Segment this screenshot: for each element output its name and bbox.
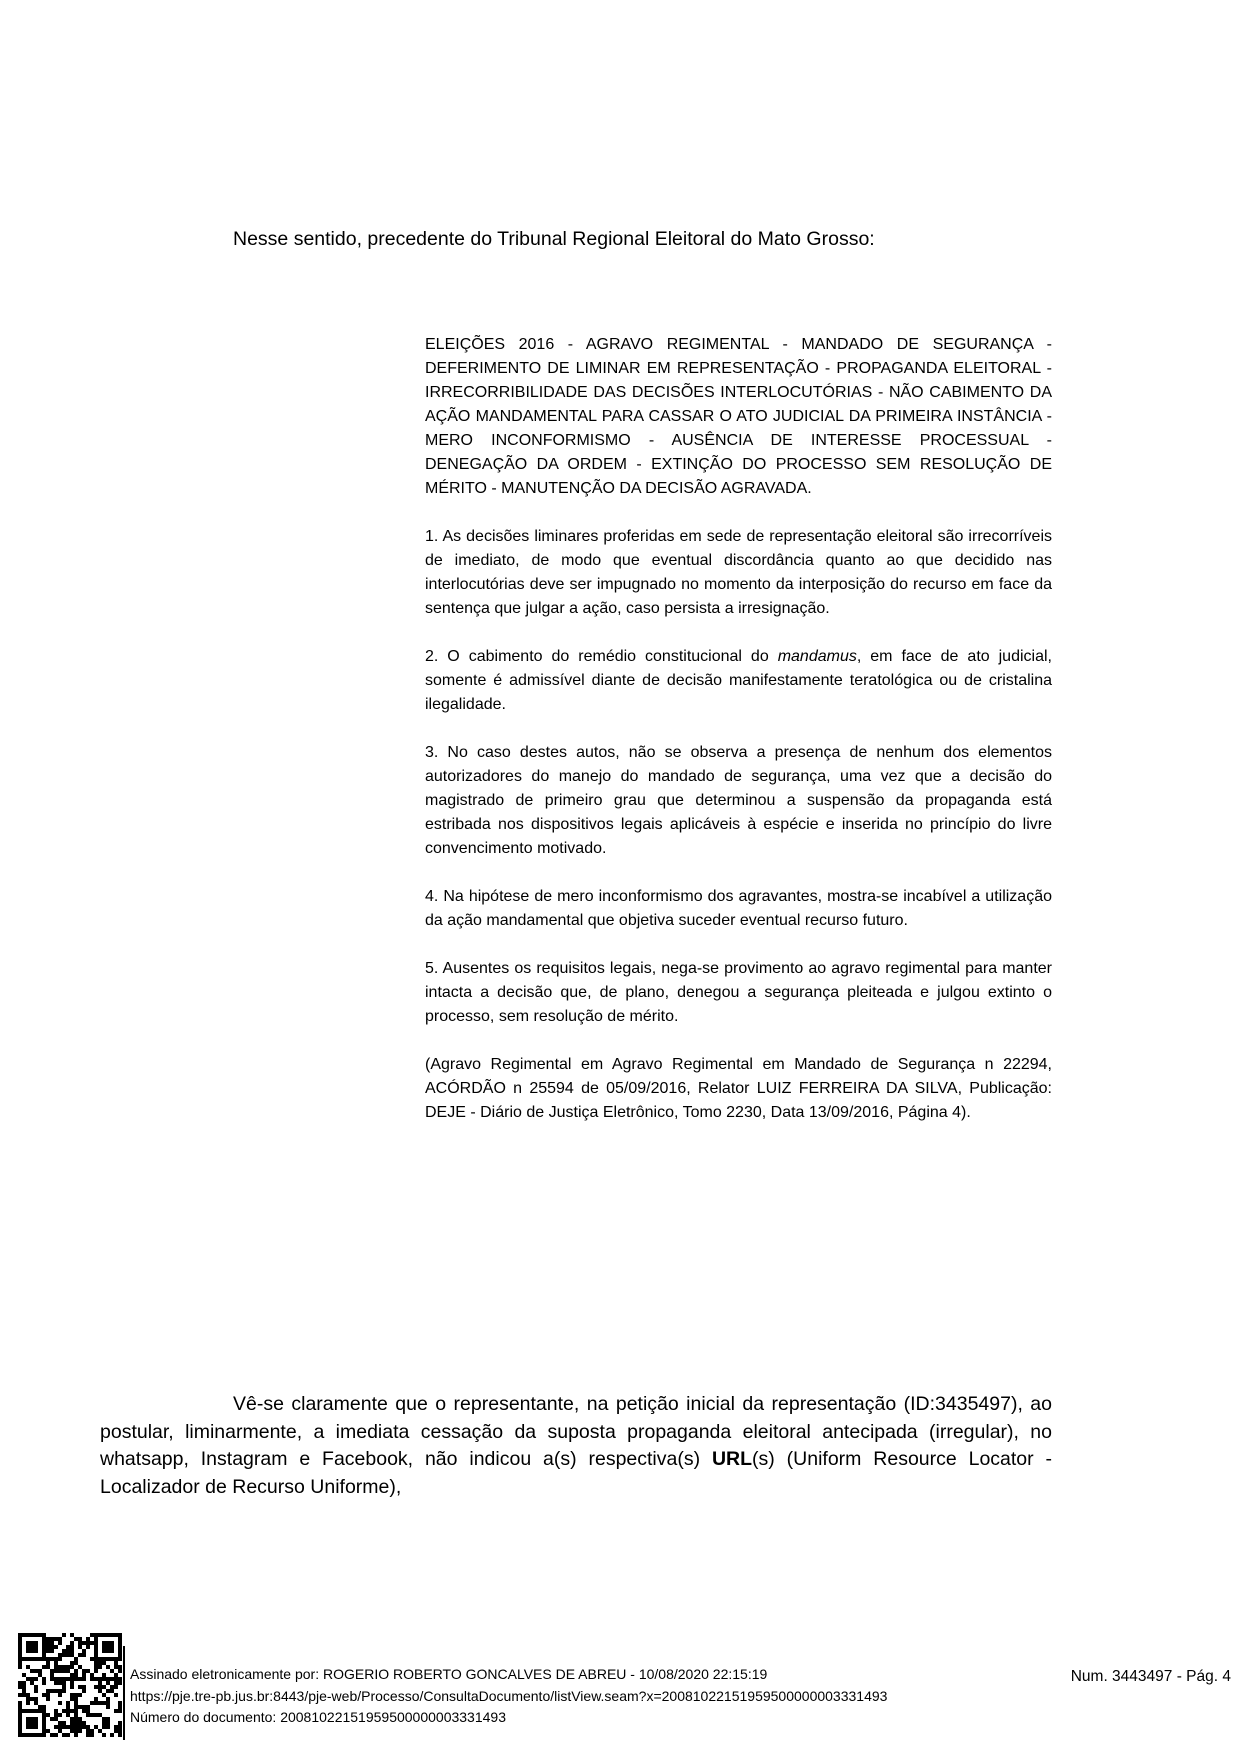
blockquote [425,333,1052,1149]
closing-paragraph-pre: Vê-se claramente que o representante, na petição inicial da representação (ID:3435497), ao postular, liminarmente, a imediata cessação da suposta propaganda eleitoral antecipada (irregular), no whatsapp, Instagram e Facebook, não indicou a(s) respectiva(s) [100,1393,1052,1470]
page-number: Num. 3443497 - Pág. 4 [1070,1668,1231,1685]
quote-paragraph-1: 1. As decisões liminares proferidas em sede de representação eleitoral são irrecorríveis de imediato, de modo que eventual discordância quanto ao que decidido nas interlocutórias deve ser impugnado no momento da interposição do recurso em face da sentença que julgar a ação, caso persista a irresignação. [425,528,1052,617]
closing-paragraph-bold-term: URL [711,1448,753,1470]
quote-paragraph-2 [425,645,1052,717]
quote-paragraph-5: 5. Ausentes os requisitos legais, nega-se provimento ao agravo regimental para manter intacta a decisão que, de plano, denegou a segurança pleiteada e julgou extinto o processo, sem resolução de mérito. [425,960,1052,1025]
signed-by-line: Assinado eletronicamente por: ROGERIO ROBERTO GONCALVES DE ABREU - 10/08/2020 22:15:19 [130,1666,768,1682]
intro-paragraph: Nesse sentido, precedente do Tribunal Regional Eleitoral do Mato Grosso: [233,228,875,250]
verification-url: https://pje.tre-pb.jus.br:8443/pje-web/Processo/ConsultaDocumento/listView.seam?x=20081022151959500000003331493 [130,1687,888,1704]
quote-paragraph-2-post: , em face de ato judicial, somente é admissível diante de decisão manifestamente teratológica ou de cristalina ilegalidade. [425,648,1052,713]
document-number-line: Número do documento: 20081022151959500000003331493 [130,1709,506,1725]
quote-paragraph-4: 4. Na hipótese de mero inconformismo dos agravantes, mostra-se incabível a utilização da ação mandamental que objetiva suceder eventual recurso futuro. [425,888,1052,929]
closing-paragraph-post: (s) (Uniform Resource Locator - Localizador de Recurso Uniforme), [100,1448,1053,1498]
qr-code-icon [18,1633,122,1737]
closing-paragraph [100,1391,1052,1501]
quote-paragraph-2-pre: 2. O cabimento do remédio constitucional do [425,648,778,665]
signature-block [130,1664,1010,1729]
quote-citation: (Agravo Regimental em Agravo Regimental em Mandado de Segurança n 22294, ACÓRDÃO n 25594 de 05/09/2016, Relator LUIZ FERREIRA DA SILVA, Publicação: DEJE - Diário de Justiça Eletrônico, Tomo 2230, Data 13/09/2016, Página 4). [425,1056,1052,1121]
footer-divider [123,1646,125,1740]
quote-paragraph-2-italic-term: mandamus [777,648,857,665]
quote-header: ELEIÇÕES 2016 - AGRAVO REGIMENTAL - MANDADO DE SEGURANÇA - DEFERIMENTO DE LIMINAR EM REPRESENTAÇÃO - PROPAGANDA ELEITORAL - IRRECORRIBILIDADE DAS DECISÕES INTERLOCUTÓRIAS - NÃO CABIMENTO DA AÇÃO MANDAMENTAL PARA CASSAR O ATO JUDICIAL DA PRIMEIRA INSTÂNCIA - MERO INCONFORMISMO - AUSÊNCIA DE INTERESSE PROCESSUAL - DENEGAÇÃO DA ORDEM - EXTINÇÃO DO PROCESSO SEM RESOLUÇÃO DE MÉRITO - MANUTENÇÃO DA DECISÃO AGRAVADA. [425,336,1052,497]
quote-paragraph-3: 3. No caso destes autos, não se observa a presença de nenhum dos elementos autorizadores do manejo do mandado de segurança, uma vez que a decisão do magistrado de primeiro grau que determinou a suspensão da propaganda está estribada nos dispositivos legais aplicáveis à espécie e inserida no princípio do livre convencimento motivado. [425,744,1052,857]
